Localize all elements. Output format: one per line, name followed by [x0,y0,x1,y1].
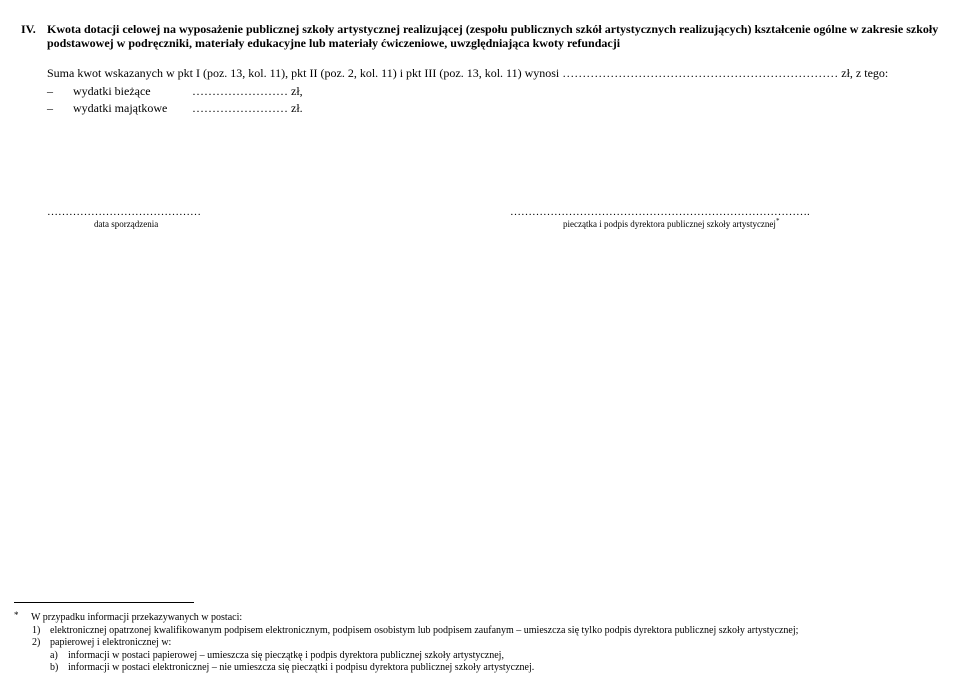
footnote-point-text: papierowej i elektronicznej w: [50,637,172,648]
item-label: wydatki majątkowe [73,101,168,115]
sum-line: Suma kwot wskazanych w pkt I (poz. 13, kol. 11), pkt II (poz. 2, kol. 11) i pkt III (poz. 13, kol. 11) wynosi …………………………………………………………… zł, z tego: [47,66,889,80]
footnote-intro: W przypadku informacji przekazywanych w postaci: [31,612,243,623]
section-title: Kwota dotacji celowej na wyposażenie publicznej szkoły artystycznej realizującej (zespołu publicznych szkół artystycznych realizujących) kształcenie ogólne w zakresie szkoły podstawowej w podręczniki, materiały edukacyjne lub materiały ćwiczeniowe, uwzględniająca kwoty refundacji [47,22,939,50]
footnote-intro-row [14,612,944,625]
item-label: wydatki bieżące [73,84,151,98]
footnote-divider [14,602,194,603]
director-caption-text: pieczątka i podpis dyrektora publicznej szkoły artystycznej [563,219,776,229]
footnote-subpoint-text: informacji w postaci papierowej – umieszcza się pieczątkę i podpis dyrektora publicznej szkoły artystycznej, [68,649,504,661]
footnote-point [14,625,944,638]
footnote-subpoint [14,650,944,663]
item-fill: …………………… zł, [192,84,303,98]
item-dash: – [47,84,53,98]
footnote-subpoint-letter: a) [50,649,58,661]
date-signature-line: …………………………………… [47,206,201,218]
director-caption [563,219,779,229]
section-heading [21,22,946,50]
footnote-subpoint-text: informacji w postaci elektronicznej – nie umieszcza się pieczątki i podpisu dyrektora publicznej szkoły artystycznej. [68,662,535,673]
date-caption: data sporządzenia [94,219,159,229]
footnote-mark: * [14,610,19,620]
director-signature-line: ………………………………………………………………………. [510,206,810,218]
footnote-subpoint [14,662,944,675]
footnote-point-number: 2) [32,637,41,648]
item-fill: …………………… zł. [192,101,303,115]
section-number: IV. [21,22,36,36]
footnote-point-number: 1) [32,624,41,636]
item-dash: – [47,101,53,115]
footnote-reference: * [775,217,780,225]
footnote [14,612,944,675]
footnote-subpoint-letter: b) [50,662,59,673]
footnote-point [14,637,944,650]
footnote-point-text: elektronicznej opatrzonej kwalifikowanym podpisem elektronicznym, podpisem osobistym lub podpisem zaufanym – umieszcza się tylko podpis dyrektora publicznej szkoły artystycznej; [50,624,799,636]
